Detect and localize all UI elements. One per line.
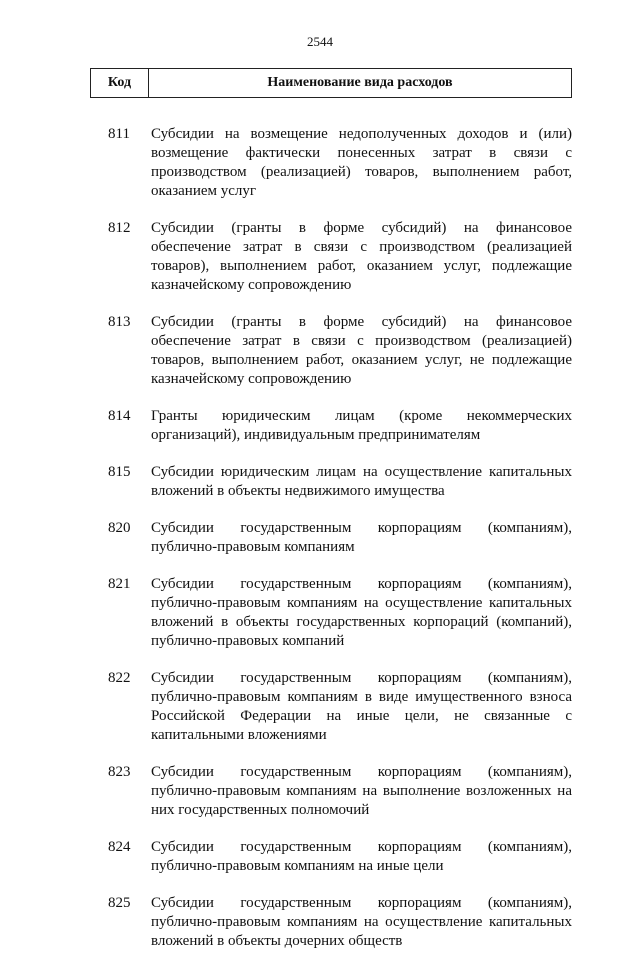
list-item [0,763,640,820]
list-item [0,519,640,557]
entry-code: 811 [108,126,130,142]
list-item [0,407,640,445]
list-item [0,575,640,651]
entry-text: Субсидии государственным корпорациям (компаниям), публично-правовым компаниям на иные цели [151,839,572,874]
list-item [0,669,640,745]
entry-code: 812 [108,220,131,236]
page-number: 2544 [307,34,333,49]
entry-text: Субсидии государственным корпорациям (компаниям), публично-правовым компаниям в виде имущественного взноса Российской Федерации на иные цели, не связанные с капитальными вложениями [151,670,572,743]
entry-code: 815 [108,464,131,480]
entry-text: Субсидии юридическим лицам на осуществление капитальных вложений в объекты недвижимого имущества [151,464,572,499]
entry-text: Субсидии (гранты в форме субсидий) на финансовое обеспечение затрат в связи с производством (реализацией товаров), выполнением работ, оказанием услуг, подлежащие казначейскому сопровождению [151,220,572,293]
list-item [0,463,640,501]
list-item [0,313,640,389]
entry-code: 821 [108,576,131,592]
header-code-label: Код [91,69,149,97]
list-item [0,838,640,876]
list-item [0,894,640,951]
entry-code: 825 [108,895,131,911]
entry-code: 813 [108,314,131,330]
expense-type-list [0,125,640,969]
entry-text: Субсидии государственным корпорациям (компаниям), публично-правовым компаниям [151,520,572,555]
entry-text: Субсидии (гранты в форме субсидий) на финансовое обеспечение затрат в связи с производством (реализацией) товаров, выполнением работ, оказанием услуг, не подлежащие казначейскому сопровождению [151,314,572,387]
entry-text: Субсидии на возмещение недополученных доходов и (или) возмещение фактически понесенных затрат в связи с производством (реализацией) товаров, выполнением работ, оказанием услуг [151,126,572,199]
entry-code: 823 [108,764,131,780]
header-name-label: Наименование вида расходов [267,75,453,90]
list-item [0,125,640,201]
entry-text: Субсидии государственным корпорациям (компаниям), публично-правовым компаниям на осуществление капитальных вложений в объекты государственных корпораций (компаний), публично-правовых компаний [151,576,572,649]
entry-text: Субсидии государственным корпорациям (компаниям), публично-правовым компаниям на выполнение возложенных на них государственных полномочий [151,764,572,818]
entry-code: 820 [108,520,131,536]
entry-code: 824 [108,839,131,855]
entry-text: Субсидии государственным корпорациям (компаниям), публично-правовым компаниям на осуществление капитальных вложений в объекты дочерних обществ [151,895,572,949]
entry-code: 814 [108,408,131,424]
table-header [90,68,572,98]
list-item [0,219,640,295]
entry-text: Гранты юридическим лицам (кроме некоммерческих организаций), индивидуальным предпринимателям [151,408,572,443]
entry-code: 822 [108,670,131,686]
